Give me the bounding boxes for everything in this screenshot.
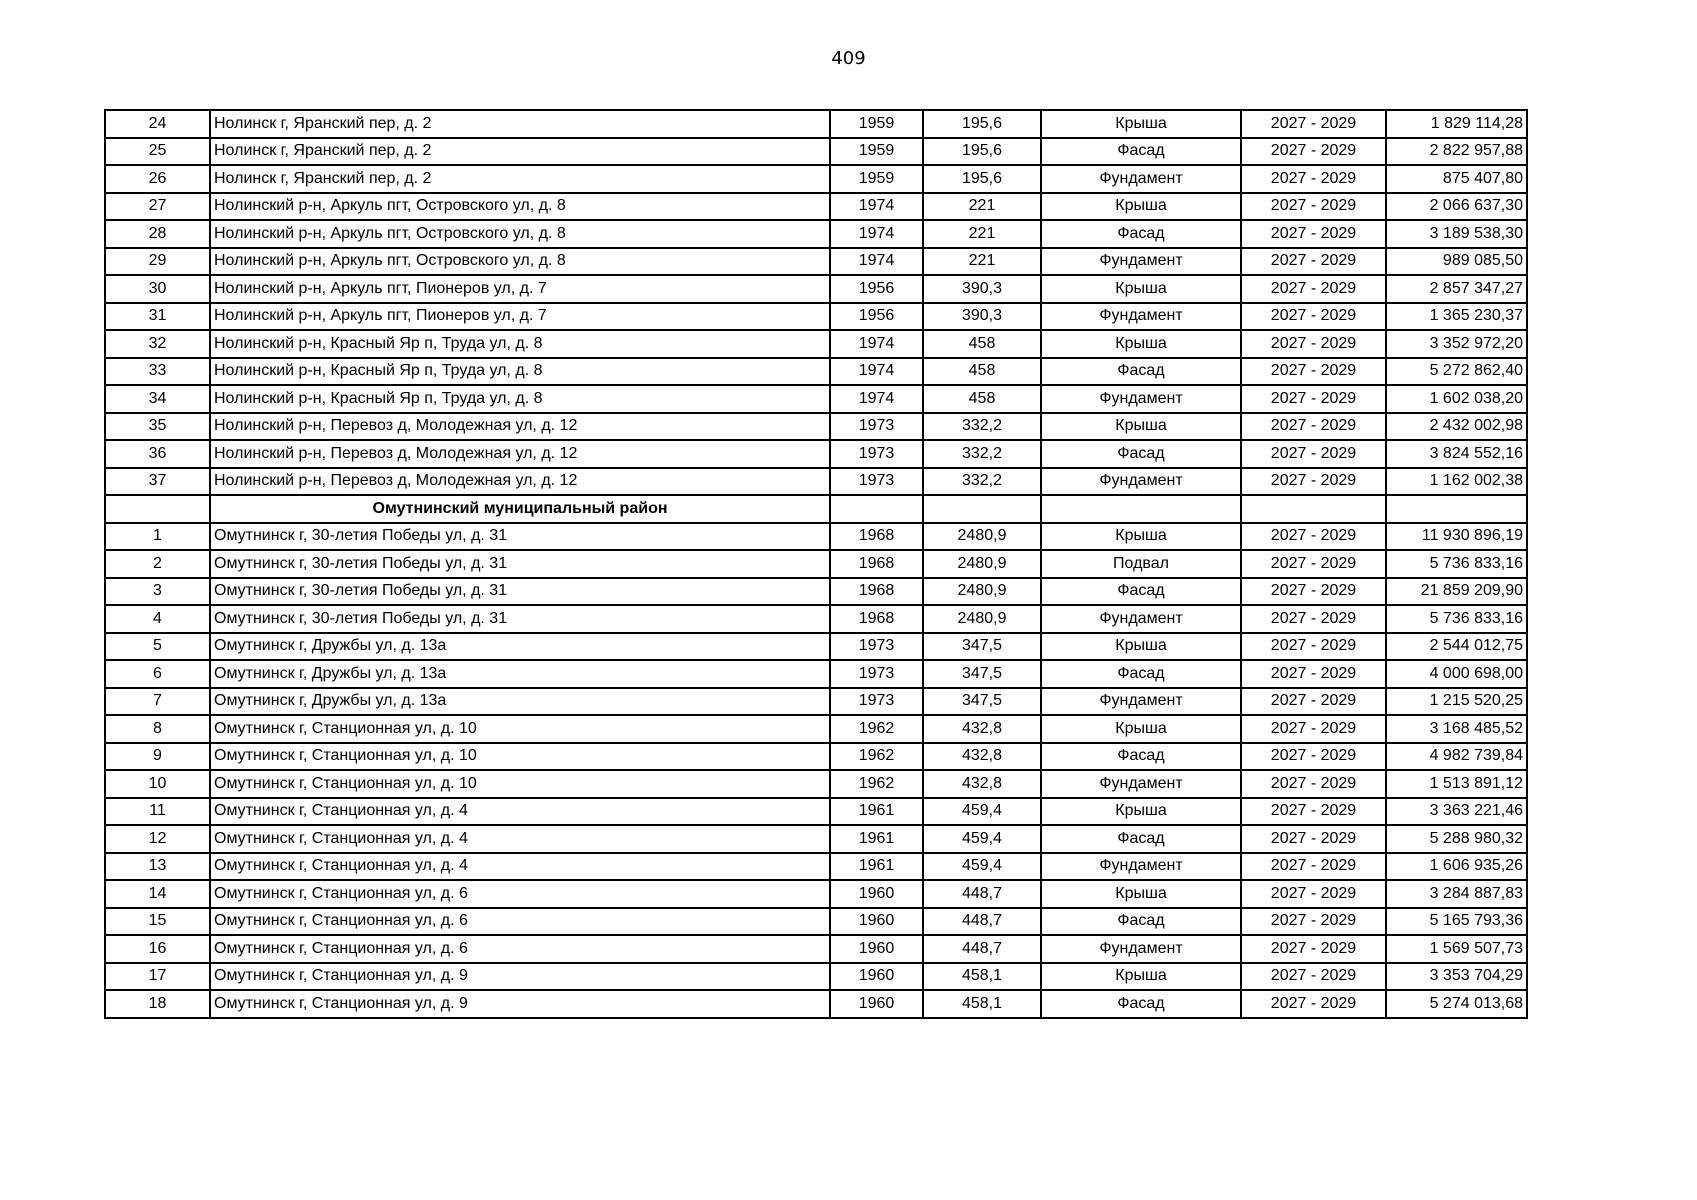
cost-cell: 4 982 739,84 <box>1386 743 1527 771</box>
cost-cell: 989 085,50 <box>1386 248 1527 276</box>
table-row <box>105 853 1527 881</box>
period-cell: 2027 - 2029 <box>1241 908 1386 936</box>
year-cell: 1960 <box>830 990 923 1018</box>
period-cell: 2027 - 2029 <box>1241 825 1386 853</box>
work-type-cell: Фасад <box>1041 138 1241 166</box>
area-cell: 347,5 <box>923 633 1041 661</box>
address-cell: Омутнинск г, Станционная ул, д. 10 <box>210 743 830 771</box>
work-type-cell: Фасад <box>1041 220 1241 248</box>
cost-cell: 3 353 704,29 <box>1386 963 1527 991</box>
year-cell: 1959 <box>830 138 923 166</box>
year-cell: 1960 <box>830 935 923 963</box>
row-number <box>105 495 210 523</box>
year-cell: 1974 <box>830 330 923 358</box>
row-number: 26 <box>105 165 210 193</box>
row-number: 34 <box>105 385 210 413</box>
period-cell: 2027 - 2029 <box>1241 220 1386 248</box>
address-cell: Омутнинск г, Станционная ул, д. 9 <box>210 963 830 991</box>
year-cell: 1974 <box>830 193 923 221</box>
year-cell: 1973 <box>830 413 923 441</box>
period-cell: 2027 - 2029 <box>1241 935 1386 963</box>
cost-cell: 5 736 833,16 <box>1386 550 1527 578</box>
work-type-cell: Фундамент <box>1041 770 1241 798</box>
period-cell: 2027 - 2029 <box>1241 770 1386 798</box>
row-number: 13 <box>105 853 210 881</box>
cost-cell: 1 513 891,12 <box>1386 770 1527 798</box>
row-number: 36 <box>105 440 210 468</box>
cost-cell: 5 274 013,68 <box>1386 990 1527 1018</box>
year-cell: 1973 <box>830 660 923 688</box>
area-cell: 458,1 <box>923 990 1041 1018</box>
cost-cell <box>1386 495 1527 523</box>
table-row <box>105 440 1527 468</box>
table-row <box>105 935 1527 963</box>
year-cell: 1961 <box>830 798 923 826</box>
area-cell: 332,2 <box>923 413 1041 441</box>
year-cell: 1961 <box>830 853 923 881</box>
table-row <box>105 165 1527 193</box>
cost-cell: 3 352 972,20 <box>1386 330 1527 358</box>
year-cell <box>830 495 923 523</box>
period-cell: 2027 - 2029 <box>1241 385 1386 413</box>
address-cell: Нолинский р-н, Аркуль пгт, Островского ул, д. 8 <box>210 193 830 221</box>
row-number: 2 <box>105 550 210 578</box>
area-cell: 448,7 <box>923 935 1041 963</box>
table-row <box>105 523 1527 551</box>
address-cell: Нолинский р-н, Перевоз д, Молодежная ул, д. 12 <box>210 440 830 468</box>
row-number: 8 <box>105 715 210 743</box>
year-cell: 1968 <box>830 605 923 633</box>
period-cell: 2027 - 2029 <box>1241 303 1386 331</box>
period-cell: 2027 - 2029 <box>1241 413 1386 441</box>
cost-cell: 5 165 793,36 <box>1386 908 1527 936</box>
row-number: 17 <box>105 963 210 991</box>
work-type-cell: Фундамент <box>1041 248 1241 276</box>
row-number: 6 <box>105 660 210 688</box>
year-cell: 1961 <box>830 825 923 853</box>
table-row <box>105 908 1527 936</box>
period-cell: 2027 - 2029 <box>1241 330 1386 358</box>
area-cell: 195,6 <box>923 138 1041 166</box>
work-type-cell: Фасад <box>1041 358 1241 386</box>
address-cell: Омутнинск г, Станционная ул, д. 6 <box>210 935 830 963</box>
period-cell: 2027 - 2029 <box>1241 468 1386 496</box>
table-row <box>105 413 1527 441</box>
row-number: 35 <box>105 413 210 441</box>
row-number: 3 <box>105 578 210 606</box>
row-number: 16 <box>105 935 210 963</box>
area-cell: 448,7 <box>923 880 1041 908</box>
cost-cell: 1 606 935,26 <box>1386 853 1527 881</box>
address-cell: Омутнинск г, Станционная ул, д. 6 <box>210 908 830 936</box>
period-cell: 2027 - 2029 <box>1241 165 1386 193</box>
area-cell: 332,2 <box>923 440 1041 468</box>
address-cell: Нолинский р-н, Красный Яр п, Труда ул, д. 8 <box>210 330 830 358</box>
work-type-cell: Крыша <box>1041 413 1241 441</box>
row-number: 24 <box>105 110 210 138</box>
table-row <box>105 825 1527 853</box>
address-cell: Нолинский р-н, Перевоз д, Молодежная ул, д. 12 <box>210 468 830 496</box>
area-cell: 390,3 <box>923 275 1041 303</box>
cost-cell: 875 407,80 <box>1386 165 1527 193</box>
table-row <box>105 358 1527 386</box>
period-cell: 2027 - 2029 <box>1241 715 1386 743</box>
cost-cell: 1 829 114,28 <box>1386 110 1527 138</box>
row-number: 28 <box>105 220 210 248</box>
row-number: 5 <box>105 633 210 661</box>
area-cell: 432,8 <box>923 770 1041 798</box>
period-cell: 2027 - 2029 <box>1241 523 1386 551</box>
district-header-row <box>105 495 1527 523</box>
area-cell: 2480,9 <box>923 550 1041 578</box>
area-cell: 2480,9 <box>923 578 1041 606</box>
address-cell: Омутнинск г, Станционная ул, д. 9 <box>210 990 830 1018</box>
address-cell: Омутнинск г, Дружбы ул, д. 13а <box>210 688 830 716</box>
work-type-cell <box>1041 495 1241 523</box>
row-number: 30 <box>105 275 210 303</box>
area-cell: 390,3 <box>923 303 1041 331</box>
period-cell: 2027 - 2029 <box>1241 275 1386 303</box>
cost-cell: 5 272 862,40 <box>1386 358 1527 386</box>
period-cell: 2027 - 2029 <box>1241 990 1386 1018</box>
work-type-cell: Фасад <box>1041 440 1241 468</box>
table-row <box>105 138 1527 166</box>
area-cell: 221 <box>923 248 1041 276</box>
address-cell: Нолинский р-н, Перевоз д, Молодежная ул, д. 12 <box>210 413 830 441</box>
cost-cell: 5 736 833,16 <box>1386 605 1527 633</box>
year-cell: 1956 <box>830 275 923 303</box>
work-type-cell: Крыша <box>1041 275 1241 303</box>
year-cell: 1959 <box>830 110 923 138</box>
table-row <box>105 715 1527 743</box>
cost-cell: 2 544 012,75 <box>1386 633 1527 661</box>
area-cell: 458,1 <box>923 963 1041 991</box>
address-cell: Омутнинск г, 30-летия Победы ул, д. 31 <box>210 550 830 578</box>
work-type-cell: Крыша <box>1041 330 1241 358</box>
area-cell: 195,6 <box>923 110 1041 138</box>
cost-cell: 1 365 230,37 <box>1386 303 1527 331</box>
address-cell: Омутнинск г, Станционная ул, д. 10 <box>210 715 830 743</box>
row-number: 10 <box>105 770 210 798</box>
address-cell: Нолинский р-н, Красный Яр п, Труда ул, д. 8 <box>210 385 830 413</box>
period-cell: 2027 - 2029 <box>1241 578 1386 606</box>
year-cell: 1960 <box>830 963 923 991</box>
year-cell: 1960 <box>830 908 923 936</box>
period-cell: 2027 - 2029 <box>1241 688 1386 716</box>
table-row <box>105 220 1527 248</box>
area-cell: 458 <box>923 330 1041 358</box>
table-row <box>105 275 1527 303</box>
table-row <box>105 303 1527 331</box>
work-type-cell: Фундамент <box>1041 853 1241 881</box>
table-body <box>105 110 1527 1018</box>
period-cell: 2027 - 2029 <box>1241 138 1386 166</box>
table-row <box>105 578 1527 606</box>
year-cell: 1968 <box>830 578 923 606</box>
cost-cell: 2 432 002,98 <box>1386 413 1527 441</box>
work-type-cell: Фундамент <box>1041 605 1241 633</box>
year-cell: 1973 <box>830 633 923 661</box>
work-type-cell: Крыша <box>1041 963 1241 991</box>
address-cell: Омутнинск г, 30-летия Победы ул, д. 31 <box>210 605 830 633</box>
address-cell: Омутнинск г, Станционная ул, д. 6 <box>210 880 830 908</box>
cost-cell: 3 168 485,52 <box>1386 715 1527 743</box>
year-cell: 1974 <box>830 248 923 276</box>
cost-cell: 3 824 552,16 <box>1386 440 1527 468</box>
row-number: 32 <box>105 330 210 358</box>
work-type-cell: Крыша <box>1041 798 1241 826</box>
period-cell: 2027 - 2029 <box>1241 440 1386 468</box>
area-cell: 221 <box>923 220 1041 248</box>
table-row <box>105 660 1527 688</box>
cost-cell: 1 569 507,73 <box>1386 935 1527 963</box>
row-number: 7 <box>105 688 210 716</box>
cost-cell: 1 215 520,25 <box>1386 688 1527 716</box>
period-cell: 2027 - 2029 <box>1241 880 1386 908</box>
work-type-cell: Фундамент <box>1041 303 1241 331</box>
area-cell: 458 <box>923 385 1041 413</box>
period-cell: 2027 - 2029 <box>1241 248 1386 276</box>
address-cell: Омутнинск г, Дружбы ул, д. 13а <box>210 633 830 661</box>
cost-cell: 11 930 896,19 <box>1386 523 1527 551</box>
work-type-cell: Фундамент <box>1041 468 1241 496</box>
address-cell: Нолинский р-н, Аркуль пгт, Островского ул, д. 8 <box>210 220 830 248</box>
year-cell: 1974 <box>830 385 923 413</box>
row-number: 25 <box>105 138 210 166</box>
area-cell: 347,5 <box>923 688 1041 716</box>
address-cell: Нолинский р-н, Аркуль пгт, Пионеров ул, д. 7 <box>210 275 830 303</box>
cost-cell: 1 162 002,38 <box>1386 468 1527 496</box>
row-number: 12 <box>105 825 210 853</box>
year-cell: 1974 <box>830 358 923 386</box>
table-row <box>105 550 1527 578</box>
work-type-cell: Фасад <box>1041 660 1241 688</box>
repair-schedule-table <box>104 109 1528 1019</box>
area-cell: 195,6 <box>923 165 1041 193</box>
period-cell: 2027 - 2029 <box>1241 550 1386 578</box>
table-row <box>105 770 1527 798</box>
address-cell: Омутнинск г, Станционная ул, д. 4 <box>210 825 830 853</box>
address-cell: Нолинск г, Яранский пер, д. 2 <box>210 138 830 166</box>
table-row <box>105 743 1527 771</box>
table-row <box>105 385 1527 413</box>
table-row <box>105 990 1527 1018</box>
row-number: 31 <box>105 303 210 331</box>
period-cell: 2027 - 2029 <box>1241 798 1386 826</box>
work-type-cell: Фасад <box>1041 578 1241 606</box>
work-type-cell: Фасад <box>1041 743 1241 771</box>
year-cell: 1962 <box>830 715 923 743</box>
area-cell: 459,4 <box>923 798 1041 826</box>
row-number: 27 <box>105 193 210 221</box>
address-cell: Нолинский р-н, Аркуль пгт, Островского ул, д. 8 <box>210 248 830 276</box>
year-cell: 1956 <box>830 303 923 331</box>
year-cell: 1962 <box>830 743 923 771</box>
period-cell <box>1241 495 1386 523</box>
area-cell: 448,7 <box>923 908 1041 936</box>
period-cell: 2027 - 2029 <box>1241 963 1386 991</box>
work-type-cell: Фундамент <box>1041 688 1241 716</box>
area-cell: 332,2 <box>923 468 1041 496</box>
period-cell: 2027 - 2029 <box>1241 853 1386 881</box>
address-cell: Нолинский р-н, Аркуль пгт, Пионеров ул, д. 7 <box>210 303 830 331</box>
area-cell <box>923 495 1041 523</box>
period-cell: 2027 - 2029 <box>1241 633 1386 661</box>
work-type-cell: Крыша <box>1041 193 1241 221</box>
area-cell: 432,8 <box>923 715 1041 743</box>
area-cell: 347,5 <box>923 660 1041 688</box>
address-cell: Омутнинск г, Станционная ул, д. 10 <box>210 770 830 798</box>
table-row <box>105 688 1527 716</box>
row-number: 37 <box>105 468 210 496</box>
address-cell: Нолинск г, Яранский пер, д. 2 <box>210 165 830 193</box>
period-cell: 2027 - 2029 <box>1241 743 1386 771</box>
table-row <box>105 193 1527 221</box>
address-cell: Нолинск г, Яранский пер, д. 2 <box>210 110 830 138</box>
address-cell: Омутнинск г, Станционная ул, д. 4 <box>210 798 830 826</box>
area-cell: 432,8 <box>923 743 1041 771</box>
year-cell: 1968 <box>830 523 923 551</box>
year-cell: 1973 <box>830 688 923 716</box>
work-type-cell: Крыша <box>1041 633 1241 661</box>
year-cell: 1960 <box>830 880 923 908</box>
page-number: 409 <box>831 48 866 69</box>
area-cell: 221 <box>923 193 1041 221</box>
year-cell: 1974 <box>830 220 923 248</box>
cost-cell: 21 859 209,90 <box>1386 578 1527 606</box>
table-row <box>105 798 1527 826</box>
work-type-cell: Крыша <box>1041 523 1241 551</box>
row-number: 15 <box>105 908 210 936</box>
table-row <box>105 468 1527 496</box>
cost-cell: 3 189 538,30 <box>1386 220 1527 248</box>
row-number: 29 <box>105 248 210 276</box>
period-cell: 2027 - 2029 <box>1241 110 1386 138</box>
row-number: 4 <box>105 605 210 633</box>
district-name: Омутнинский муниципальный район <box>210 495 830 523</box>
work-type-cell: Крыша <box>1041 110 1241 138</box>
area-cell: 459,4 <box>923 853 1041 881</box>
row-number: 11 <box>105 798 210 826</box>
year-cell: 1973 <box>830 468 923 496</box>
cost-cell: 2 066 637,30 <box>1386 193 1527 221</box>
cost-cell: 2 822 957,88 <box>1386 138 1527 166</box>
row-number: 9 <box>105 743 210 771</box>
work-type-cell: Крыша <box>1041 715 1241 743</box>
work-type-cell: Фасад <box>1041 825 1241 853</box>
table-row <box>105 605 1527 633</box>
address-cell: Нолинский р-н, Красный Яр п, Труда ул, д. 8 <box>210 358 830 386</box>
address-cell: Омутнинск г, 30-летия Победы ул, д. 31 <box>210 578 830 606</box>
work-type-cell: Фундамент <box>1041 385 1241 413</box>
table-row <box>105 248 1527 276</box>
cost-cell: 3 284 887,83 <box>1386 880 1527 908</box>
table-row <box>105 330 1527 358</box>
cost-cell: 4 000 698,00 <box>1386 660 1527 688</box>
row-number: 1 <box>105 523 210 551</box>
period-cell: 2027 - 2029 <box>1241 358 1386 386</box>
work-type-cell: Фасад <box>1041 908 1241 936</box>
table-row <box>105 110 1527 138</box>
year-cell: 1962 <box>830 770 923 798</box>
period-cell: 2027 - 2029 <box>1241 660 1386 688</box>
area-cell: 2480,9 <box>923 523 1041 551</box>
period-cell: 2027 - 2029 <box>1241 193 1386 221</box>
table-row <box>105 633 1527 661</box>
work-type-cell: Фасад <box>1041 990 1241 1018</box>
area-cell: 459,4 <box>923 825 1041 853</box>
year-cell: 1968 <box>830 550 923 578</box>
area-cell: 458 <box>923 358 1041 386</box>
row-number: 33 <box>105 358 210 386</box>
work-type-cell: Фундамент <box>1041 935 1241 963</box>
year-cell: 1973 <box>830 440 923 468</box>
cost-cell: 3 363 221,46 <box>1386 798 1527 826</box>
cost-cell: 2 857 347,27 <box>1386 275 1527 303</box>
period-cell: 2027 - 2029 <box>1241 605 1386 633</box>
work-type-cell: Подвал <box>1041 550 1241 578</box>
row-number: 14 <box>105 880 210 908</box>
address-cell: Омутнинск г, Дружбы ул, д. 13а <box>210 660 830 688</box>
address-cell: Омутнинск г, Станционная ул, д. 4 <box>210 853 830 881</box>
cost-cell: 5 288 980,32 <box>1386 825 1527 853</box>
year-cell: 1959 <box>830 165 923 193</box>
cost-cell: 1 602 038,20 <box>1386 385 1527 413</box>
area-cell: 2480,9 <box>923 605 1041 633</box>
row-number: 18 <box>105 990 210 1018</box>
address-cell: Омутнинск г, 30-летия Победы ул, д. 31 <box>210 523 830 551</box>
work-type-cell: Крыша <box>1041 880 1241 908</box>
table-row <box>105 963 1527 991</box>
work-type-cell: Фундамент <box>1041 165 1241 193</box>
table-row <box>105 880 1527 908</box>
